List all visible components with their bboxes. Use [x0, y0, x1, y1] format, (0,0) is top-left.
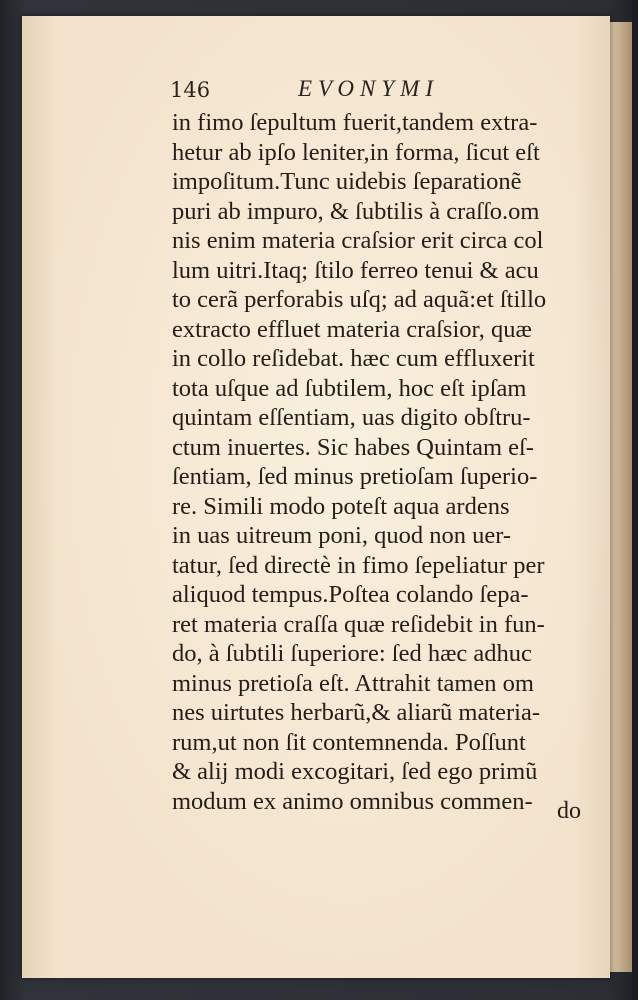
text-line: rum,ut non ſit contemnenda. Poſſunt	[172, 728, 526, 756]
text-line: tota uſque ad ſubtilem, hoc eſt ipſam	[172, 374, 527, 402]
text-line: re. Simili modo poteſt aqua ardens	[172, 492, 510, 520]
text-line: quintam eſſentiam, uas digito obſtru-	[172, 404, 531, 431]
text-line: impoſitum.Tunc uidebis ſeparationẽ	[172, 168, 522, 195]
text-line: ret materia craſſa quæ reſidebit in fun-	[172, 610, 545, 638]
book-edge-shadow	[632, 0, 638, 1000]
page-header	[170, 74, 470, 104]
text-line: puri ab impuro, & ſubtilis à craſſo.om	[172, 197, 540, 225]
text-line: ctum inuertes. Sic habes Quintam eſ-	[172, 433, 534, 461]
page-number: 146	[170, 78, 211, 102]
text-line: minus pretioſa eſt. Attrahit tamen om	[172, 669, 534, 697]
text-line: & alij modi excogitari, ſed ego primũ	[172, 758, 538, 785]
text-line: lum uitri.Itaq; ſtilo ferreo tenui & acu	[172, 256, 539, 284]
text-line: in collo reſidebat. hæc cum effluxerit	[172, 345, 535, 372]
text-line: nes uirtutes herbarũ,& aliarũ materia-	[172, 699, 541, 726]
text-line: modum ex animo omnibus commen-	[172, 787, 533, 815]
body-text	[172, 108, 592, 816]
text-line: do, à ſubtili ſuperiore: ſed hæc adhuc	[172, 640, 532, 667]
text-line: to cerã perforabis uſq; ad aquã:et ſtillo	[172, 286, 547, 313]
text-line: tatur, ſed directè in fimo ſepeliatur per	[172, 551, 545, 579]
running-title: EVONYMI	[298, 76, 439, 101]
text-line: ſentiam, ſed minus pretioſam ſuperio-	[172, 463, 538, 490]
text-line: extracto effluet materia craſsior, quæ	[172, 315, 532, 343]
text-line: in uas uitreum poni, quod non uer-	[172, 522, 512, 549]
catchword: do	[557, 798, 581, 824]
book-page-edges	[610, 22, 632, 972]
text-line: in fimo ſepultum fuerit,tandem extra-	[172, 109, 538, 136]
text-line: nis enim materia craſsior erit circa col	[172, 227, 544, 254]
text-line: aliquod tempus.Poſtea colando ſepa-	[172, 581, 529, 608]
text-line: hetur ab ipſo leniter,in forma, ſicut eſt	[172, 138, 540, 166]
